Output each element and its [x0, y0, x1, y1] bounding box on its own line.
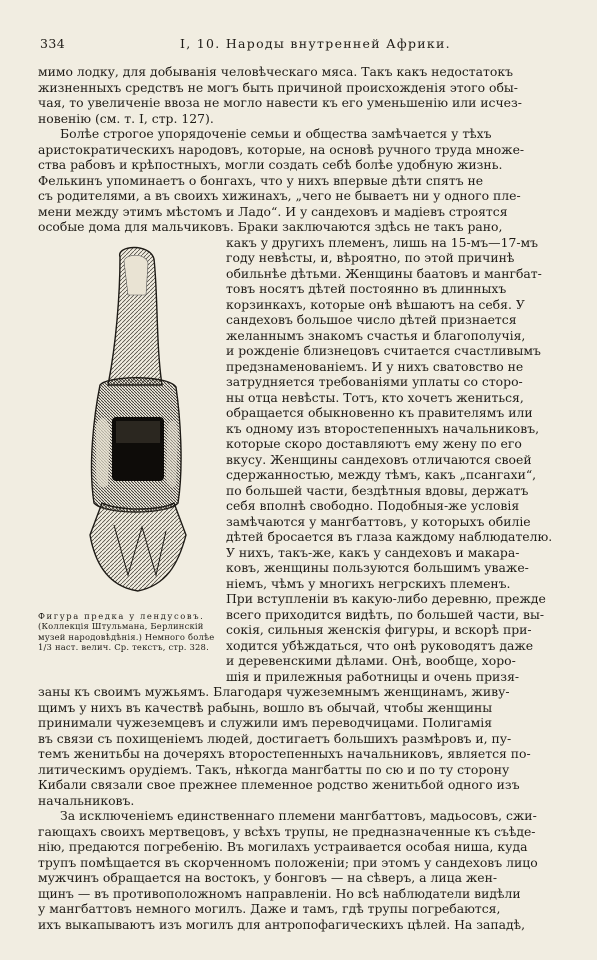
text-line: Кибали связали свое прежнее племенное родство женитьбой одного изъ [38, 777, 520, 792]
text-line: щимъ у нихъ въ качествѣ рабынь, вошло въ обычай, чтобы женщины [38, 699, 493, 715]
text-line: дѣтей бросается въ глаза каждому наблюдателю. [226, 529, 553, 544]
text-line: мужчинъ обращается на востокъ, у бонговъ — на сѣверъ, а лица жен- [38, 870, 498, 885]
text-line: всего приходится видѣть, по большей части, вы- [226, 606, 545, 622]
text-line: жизненныхъ средствъ не могъ быть причиной происхожденія этого обы- [38, 79, 518, 95]
text-line: особые дома для мальчиковъ. Браки заключаются здѣсь не такъ рано, [38, 219, 503, 234]
text-line: у мангбаттовъ немного могилъ. Даже и тамъ, гдѣ трупы погребаются, [38, 901, 501, 916]
text-line: обращается обыкновенно къ правителямъ или [226, 405, 533, 420]
text-line: При вступленіи въ какую-либо деревню, прежде [226, 591, 546, 606]
text-line: ихъ выкапываютъ изъ могилъ для антропофагическихъ цѣлей. На западѣ, [38, 916, 526, 932]
right-column-text [226, 235, 573, 685]
text-line: по большей части, бездѣтныя вдовы, держатъ [226, 482, 529, 498]
text-line: ходится убѣждаться, что онѣ руководятъ даже [226, 637, 534, 653]
text-line: заны къ своимъ мужьямъ. Благодаря чужеземнымъ женщинамъ, живу- [38, 684, 510, 699]
caption-line: 1/3 наст. велич. Ср. текстъ, стр. 328. [38, 642, 209, 652]
text-line: щинъ — въ противоположномъ направленіи. Но всѣ наблюдатели видѣли [38, 885, 521, 901]
text-line: ковъ, женщины пользуются большимъ уваже- [226, 560, 529, 575]
text-line: Фелькинъ упоминаетъ о бонгахъ, что у нихъ впервые дѣти спятъ не [38, 172, 484, 188]
text-line: товъ носятъ дѣтей постоянно въ длинныхъ [226, 281, 507, 296]
text-line: мимо лодку, для добыванія человѣческаго мяса. Такъ какъ недостатокъ [38, 64, 513, 79]
paragraph-start-line: За исключеніемъ единственнаго племени мангбаттовъ, мадьосовъ, сжи- [60, 808, 537, 823]
text-line: себя вполнѣ свободно. Подобныя-же условія [226, 498, 520, 513]
ancestor-figure-illustration [38, 235, 226, 605]
text-line: ніемъ, чѣмъ у многихъ негрскихъ племенъ. [226, 575, 511, 591]
text-line: ны отца невѣсты. Тотъ, кто хочетъ жениться, [226, 389, 524, 405]
text-line: которые скоро доставляютъ ему жену по его [226, 436, 522, 451]
text-line: замѣчаются у мангбаттовъ, у которыхъ обиліе [226, 513, 531, 529]
text-line: аристократическихъ народовъ, которые, на основѣ ручного труда множе- [38, 141, 525, 157]
figure-block [38, 235, 226, 685]
text-line: принимали чужеземцевъ и служили имъ переводчицами. Полигамія [38, 715, 493, 730]
text-line: сдержанностью, между тѣмъ, какъ „псангахи“, [226, 467, 537, 482]
text-line: въ связи съ похищеніемъ людей, достигаетъ большихъ размѣровъ и, пу- [38, 730, 512, 746]
text-line: желаннымъ знакомъ счастья и благополучія, [226, 327, 526, 343]
page-number: 334 [40, 36, 66, 51]
text-line: мени между этимъ мѣстомъ и Ладо“. И у сандеховъ и мадіевъ строятся [38, 203, 508, 219]
text-line: трупъ помѣщается въ скорченномъ положеніи; при этомъ у сандеховъ лицо [38, 854, 538, 870]
text-line: съ родителями, а въ своихъ хижинахъ, „чего не бываетъ ни у одного пле- [38, 188, 521, 203]
text-line: чая, то увеличеніе ввоза не могло навести къ его уменьшенію или исчез- [38, 95, 522, 110]
text-line: и деревенскими дѣлами. Онѣ, вообще, хоро- [226, 653, 516, 668]
text-line: корзинкахъ, которые онѣ вѣшаютъ на себя. У [226, 296, 525, 312]
text-line: темъ женитьбы на дочеряхъ второстепенныхъ начальниковъ, является по- [38, 746, 531, 761]
figure-wrap-block [38, 235, 574, 685]
text-line: затрудняется требованіями уплаты со сторо- [226, 374, 523, 389]
text-line: вкусу. Женщины сандеховъ отличаются своей [226, 451, 532, 467]
text-line: ства рабовъ и крѣпостныхъ, могли создать себѣ болѣе удобную жизнь. [38, 157, 503, 172]
text-line: сокія, сильныя женскія фигуры, и вскорѣ при- [226, 622, 532, 637]
text-line: нію, предаются погребенію. Въ могилахъ устраивается особая ниша, куда [38, 839, 528, 854]
text-line: шія и прилежныя работницы и очень призя- [226, 668, 520, 684]
text-line: и рожденіе близнецовъ считается счастливымъ [226, 343, 541, 358]
body-text [38, 64, 574, 932]
caption-line: Фигура предка у лендусовъ. [38, 610, 205, 621]
text-line: литическимъ орудіемъ. Такъ, нѣкогда мангбатты по сю и по ту сторону [38, 761, 510, 777]
text-line: предзнаменованіемъ. И у нихъ сватовство не [226, 358, 524, 374]
running-head: I, 10. Народы внутренней Африки. [180, 36, 451, 51]
caption-line: музей народовѣдѣнія.) Немного болѣе [38, 631, 215, 642]
paragraph-start-line: Болѣе строгое упорядоченіе семьи и общества замѣчается у тѣхъ [60, 126, 492, 141]
text-line: У нихъ, такъ-же, какъ у сандеховъ и макара- [226, 544, 520, 560]
figure-caption [38, 611, 228, 653]
text-line: новенію (см. т. I, стр. 127). [38, 110, 214, 126]
text-line: году невѣсты, и, вѣроятно, по этой причинѣ [226, 250, 515, 265]
text-line: сандеховъ большое число дѣтей признается [226, 312, 517, 327]
text-line: какъ у другихъ племенъ, лишь на 15-мъ—17-мъ [226, 234, 539, 250]
text-line: обильнѣе дѣтьми. Женщины баатовъ и мангбат- [226, 265, 542, 281]
text-line: гающахъ своихъ мертвецовъ, у всѣхъ трупы, не предназначенные къ съѣде- [38, 823, 536, 839]
text-line: къ одному изъ второстепенныхъ начальниковъ, [226, 420, 540, 436]
caption-line: (Коллекція Штульмана, Берлинскій [38, 621, 204, 631]
text-line: начальниковъ. [38, 792, 135, 808]
